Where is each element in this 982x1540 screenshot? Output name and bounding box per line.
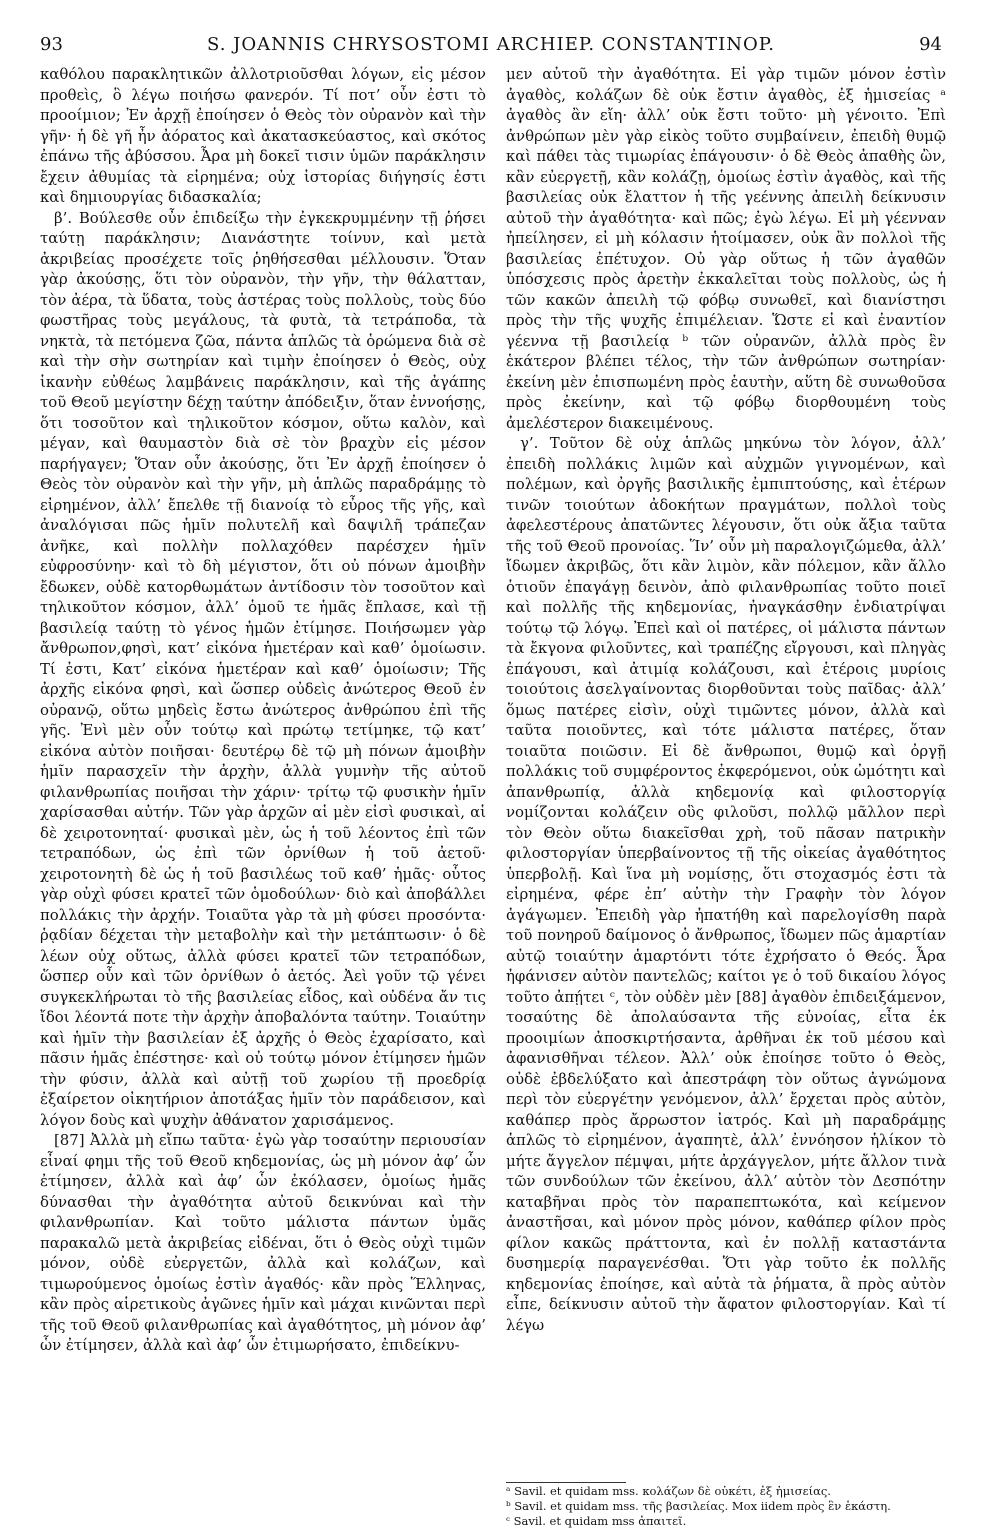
right-column — [506, 64, 946, 1335]
footnote-divider — [506, 1482, 626, 1483]
footnote: ᶜ Savil. et quidam mss ἀπαιτεῖ. — [506, 1514, 687, 1528]
page-number-left: 93 — [40, 34, 63, 55]
paragraph: γ’. Τοῦτον δὲ οὐχ ἁπλῶς μηκύνω τὸν λόγον, ἀλλ’ ἐπειδὴ πολλάκις λιμῶν καὶ αὐχμῶν γιγνομένων, καὶ πολέμων, καὶ ὀργῆς βασιλικῆς ἐμπιπτούσης, καὶ ἑτέρων τινῶν τοιούτων ἀδοκήτων πραγμάτων, πολλοὶ τοὺς ἀφελεστέρους ἀπατῶντες λέγουσιν, ὅτι οὐκ ἄξια ταῦτα τῆς τοῦ Θεοῦ προνοίας. Ἵν’ οὖν μὴ παραλογιζώμεθα, ἀλλ’ ἴδωμεν ἀκριβῶς, ὅτι κἂν λιμὸν, κἂν πόλεμον, κἂν ἄλλο ὁτιοῦν ἐπαγάγῃ δεινὸν, ἀπὸ φιλανθρωπίας τοῦτο ποιεῖ καὶ πολλῆς τῆς κηδεμονίας, ἠναγκάσθην ἐνδιατρίψαι τούτῳ τῷ λόγῳ. Ἐπεὶ καὶ οἱ πατέρες, οἱ μάλιστα πάντων τὰ ἔκγονα φιλοῦντες, καὶ τραπέζης εἴργουσι, καὶ πληγὰς ἐπάγουσι, καὶ ἀτιμίᾳ κολάζουσι, καὶ ἑτέροις μυρίοις τοιούτοις ἀσελγαίνοντας διορθοῦνται τοὺς παῖδας· ἀλλ’ ὅμως πατέρες εἰσὶν, οὐχὶ τιμῶντες μόνον, ἀλλὰ καὶ ταῦτα ποιοῦντες, καὶ τότε μάλιστα πατέρες, ὅταν τοιαῦτα ποιῶσιν. Εἰ δὲ ἄνθρωποι, θυμῷ καὶ ὀργῇ πολλάκις τοῦ συμφέροντος ἐκφερόμενοι, οὐκ ὠμότητι καὶ ἀπανθρωπίᾳ, ἀλλὰ κηδεμονίᾳ καὶ φιλοστοργίᾳ νομίζονται κολάζειν οὓς φιλοῦσι, πολλῷ μᾶλλον περὶ τὸν Θεὸν οὕτω διακεῖσθαι χρὴ, τοῦ πᾶσαν πατρικὴν φιλοστοργίαν ὑπερβαίνοντος τῇ τῆς οἰκείας ἀγαθότητος ὑπερβολῇ. Καὶ ἵνα μὴ νομίσῃς, ὅτι στοχασμός ἐστι τὰ εἰρημένα, φέρε ἐπ’ αὐτὴν τὴν Γραφὴν τὸν λόγον ἀγάγωμεν. Ἐπειδὴ γὰρ ἠπατήθη καὶ παρελογίσθη παρὰ τοῦ πονηροῦ δαίμονος ὁ ἄνθρωπος, ἴδωμεν πῶς ἁμαρτίαν αὐτῷ τοιαύτην ἁμαρτόντι τότε ἐχρήσατο ὁ Θεός. Ἆρα ἠφάνισεν αὐτὸν παντελῶς; καίτοι γε ὁ τοῦ δικαίου λόγος τοῦτο ἀπῄτει ᶜ, τὸν οὐδὲν μὲν [88] ἀγαθὸν ἐπιδειξάμενον, τοσαύτης δὲ ἀπολαύσαντα τῆς εὐνοίας, εἶτα ἐκ προοιμίων ἀποσκιρτήσαντα, ἀρθῆναι ἐκ τοῦ μέσου καὶ ἀφανισθῆναι τέλεον. Ἀλλ’ οὐκ ἐποίησε τοῦτο ὁ Θεὸς, οὐδὲ ἐβδελύξατο καὶ ἀπεστράφη τὸν οὕτως ἀγνώμονα περὶ τὸν εὐεργέτην γενόμενον, ἀλλ’ ἔρχεται πρὸς αὐτὸν, καθάπερ πρὸς ἄρρωστον ἰατρός. Καὶ μὴ παραδράμῃς ἁπλῶς τὸ εἰρημένον, ἀγαπητὲ, ἀλλ’ ἐννόησον ἡλίκον τὸ μήτε ἄγγελον πέμψαι, μήτε ἀρχάγγελον, μήτε ἄλλον τινὰ τῶν συνδούλων τῶν ἐκείνου, ἀλλ’ αὐτὸν τὸν Δεσπότην καταβῆναι πρὸς τὸν παραπεπτωκότα, καὶ κείμενον ἀναστῆσαι, καὶ μόνον πρὸς μόνον, καθάπερ φίλον πρὸς φίλον κακῶς πράττοντα, καὶ ἐν πολλῇ καταστάντα δυσημερίᾳ παραγενέσθαι. Ὅτι γὰρ τοῦτο ἐκ πολλῆς κηδεμονίας ἐποίησε, καὶ αὐτὰ τὰ ῥήματα, ἃ πρὸς αὐτὸν εἶπε, δείκνυσιν αὐτοῦ τὴν ἄφατον φιλοστοργίαν. Καὶ τί λέγω — [506, 434, 946, 1334]
page-number-right: 94 — [919, 34, 942, 55]
footnote: ᵃ Savil. et quidam mss. κολάζων δὲ οὐκέτι, ἐξ ἡμισείας. — [506, 1484, 831, 1498]
paragraph: καθόλου παρακλητικῶν ἀλλοτριοῦσθαι λόγων, εἰς μέσον προθεὶς, ὃ λέγω ποιήσω φανερόν. Τί ποτ’ οὖν ἐστι τὸ προοίμιον; Ἐν ἀρχῇ ἐποίησεν ὁ Θεὸς τὸν οὐρανὸν καὶ τὴν γῆν· ἡ δὲ γῆ ἦν ἀόρατος καὶ ἀκατασκεύαστος, καὶ σκότος ἐπάνω τῆς ἀβύσσου. Ἆρα μὴ δοκεῖ τισιν ὑμῶν παράκλησιν ἔχειν ἀθυμίας τὰ εἰρημένα; οὐχ ἱστορίας διήγησίς ἐστι καὶ δημιουργίας διδασκαλία; — [40, 65, 486, 206]
paragraph: μεν αὐτοῦ τὴν ἀγαθότητα. Εἰ γὰρ τιμῶν μόνον ἐστὶν ἀγαθὸς, κολάζων δὲ οὐκ ἔστιν ἀγαθὸς, ἐξ ἡμισείας ᵃ ἀγαθὸς ἂν εἴη· ἀλλ’ οὐκ ἔστι τοῦτο· μὴ γένοιτο. Ἐπὶ ἀνθρώπων μὲν γὰρ εἰκὸς τοῦτο συμβαίνειν, ἐπειδὴ θυμῷ καὶ πάθει τὰς τιμωρίας ἐπάγουσιν· ὁ δὲ Θεὸς ἀπαθὴς ὢν, κἂν εὐεργετῇ, κἂν κολάζῃ, ὁμοίως ἐστὶν ἀγαθὸς, καὶ τῆς βασιλείας οὐκ ἔλαττον ἡ τῆς γεέννης ἀπειλὴ δείκνυσιν αὐτοῦ τὴν ἀγαθότητα· καὶ πῶς; ἐγὼ λέγω. Εἰ μὴ γέενναν ἠπείλησεν, εἰ μὴ κόλασιν ἡτοίμασεν, οὐκ ἂν πολλοὶ τῆς βασιλείας ἐπέτυχον. Οὐ γὰρ οὕτως ἡ τῶν ἀγαθῶν ὑπόσχεσις πρὸς ἀρετὴν ἐκκαλεῖται τοὺς πολλοὺς, ὡς ἡ τῶν κακῶν ἀπειλὴ τῷ φόβῳ συνωθεῖ, καὶ διανίστησι πρὸς τὴν τῆς ψυχῆς ἐπιμέλειαν. Ὥστε εἰ καὶ ἐναντίον γέεννα τῇ βασιλείᾳ ᵇ τῶν οὐρανῶν, ἀλλὰ πρὸς ἓν ἑκάτερον βλέπει τέλος, τὴν τῶν ἀνθρώπων σωτηρίαν· ἐκείνη μὲν ἐπισπωμένη πρὸς ἑαυτὴν, αὕτη δὲ συνωθοῦσα πρὸς ἐκείνην, καὶ τῷ φόβῳ διορθουμένη τοὺς ἀμελέστερον διακειμένους. — [506, 65, 946, 432]
left-column — [40, 64, 486, 1356]
paragraph: [87] Ἀλλὰ μὴ εἴπω ταῦτα· ἐγὼ γὰρ τοσαύτην περιουσίαν εἶναί φημι τῆς τοῦ Θεοῦ κηδεμονίας, ὡς μὴ μόνον ἀφ’ ὧν ἐτίμησεν, ἀλλὰ καὶ ἀφ’ ὧν ἐκόλασεν, ὁμοίως ἡμᾶς δύνασθαι τὴν ἀγαθότητα αὐτοῦ δεικνύναι καὶ τὴν φιλανθρωπίαν. Καὶ τοῦτο μάλιστα πάντων ὑμᾶς παρακαλῶ μετὰ ἀκριβείας εἰδέναι, ὅτι ὁ Θεὸς οὐχὶ τιμῶν μόνον, οὐδὲ εὐεργετῶν, ἀλλὰ καὶ κολάζων, καὶ τιμωρούμενος ὁμοίως ἐστὶν ἀγαθός· κἂν πρὸς Ἕλληνας, κἂν πρὸς αἱρετικοὺς ἀγῶνες ἡμῖν καὶ μάχαι κινῶνται περὶ τῆς τοῦ Θεοῦ φιλανθρωπίας καὶ ἀγαθότητος, μὴ μόνον ἀφ’ ὧν ἐτίμησεν, ἀλλὰ καὶ ἀφ’ ὧν ἐτιμωρήσατο, ἐπιδείκνυ- — [40, 1131, 486, 1354]
paragraph: β’. Βούλεσθε οὖν ἐπιδείξω τὴν ἐγκεκρυμμένην τῇ ῥήσει ταύτῃ παράκλησιν; Διανάστητε τοίνυν, καὶ μετὰ ἀκριβείας προσέχετε τοῖς ῥηθήσεσθαι μέλλουσιν. Ὅταν γὰρ ἀκούσῃς, ὅτι τὸν οὐρανὸν, τὴν γῆν, τὴν θάλατταν, τὸν ἀέρα, τὰ ὕδατα, τοὺς ἀστέρας τοὺς πολλοὺς, τοὺς δύο φωστῆρας τοὺς μεγάλους, τὰ φυτὰ, τὰ τετράποδα, τὰ νηκτὰ, τὰ πετόμενα ζῶα, πάντα ἁπλῶς τὰ ὁρώμενα διὰ σὲ καὶ τὴν σὴν σωτηρίαν καὶ τιμὴν ἐποίησεν ὁ Θεὸς, οὐχ ἱκανὴν εὐθέως λαμβάνεις παράκλησιν, καὶ τῆς ἀγάπης τοῦ Θεοῦ μεγίστην δέχῃ ταύτην ἀπόδειξιν, ὅταν ἐννοήσῃς, ὅτι τοσοῦτον καὶ τηλικοῦτον κόσμον, οὕτω καλὸν, καὶ μέγαν, καὶ θαυμαστὸν διὰ σὲ τὸν βραχὺν εἰς μέσον παρήγαγεν; Ὅταν οὖν ἀκούσῃς, ὅτι Ἐν ἀρχῇ ἐποίησεν ὁ Θεὸς τὸν οὐρανὸν καὶ τὴν γῆν, μὴ ἁπλῶς παραδράμῃς τὸ εἰρημένον, ἀλλ’ ἔπελθε τῇ διανοίᾳ τὸ εὖρος τῆς γῆς, καὶ ἀναλόγισαι πῶς ἡμῖν πολυτελῆ καὶ δαψιλῆ τράπεζαν ἀνῆκε, καὶ πολλὴν πολλαχόθεν παρέσχεν ἡμῖν εὐφροσύνην· καὶ τὸ δὴ μέγιστον, ὅτι οὐ πόνων ἀμοιβὴν ἔδωκεν, οὐδὲ κατορθωμάτων ἀντίδοσιν τὸν τοσοῦτον καὶ τηλικοῦτον κόσμον, ἀλλ’ ὁμοῦ τε ἡμᾶς ἔπλασε, καὶ τῇ βασιλείᾳ ταύτῃ τὸ γένος ἡμῶν ἐτίμησε. Ποιήσωμεν γὰρ ἄνθρωπον,φησὶ, κατ’ εἰκόνα ἡμετέραν καὶ καθ’ ὁμοίωσιν. Τί ἐστι, Κατ’ εἰκόνα ἡμετέραν καὶ καθ’ ὁμοίωσιν; Τῆς ἀρχῆς εἰκόνα φησὶ, καὶ ὥσπερ οὐδεὶς ἀνώτερος Θεοῦ ἐν οὐρανῷ, οὕτω μηδεὶς ἔστω ἀνώτερος ἀνθρώπου ἐπὶ τῆς γῆς. Ἐνὶ μὲν οὖν τούτῳ καὶ πρώτῳ τετίμηκε, τῷ κατ’ εἰκόνα αὐτὸν ποιῆσαι· δευτέρῳ δὲ τῷ μὴ πόνων ἀμοιβὴν ἡμῖν παρασχεῖν τὴν ἀρχὴν, ἀλλὰ γυμνὴν τῆς αὐτοῦ φιλανθρωπίας ποιῆσαι τὴν χάριν· τρίτῳ τῷ φυσικὴν ἡμῖν χαρίσασθαι αὐτήν. Τῶν γὰρ ἀρχῶν αἱ μὲν εἰσὶ φυσικαὶ, αἱ δὲ χειροτονηταί· φυσικαὶ μὲν, ὡς ἡ τοῦ λέοντος ἐπὶ τῶν τετραπόδων, ὡς ἐπὶ τῶν ὀρνίθων ἡ τοῦ ἀετοῦ· χειροτονητὴ δὲ ὡς ἡ τοῦ βασιλέως τοῦ καθ’ ἡμᾶς· οὗτος γὰρ οὐχὶ φύσει κρατεῖ τῶν ὁμοδούλων· διὸ καὶ ἀποβάλλει πολλάκις τὴν ἀρχήν. Τοιαῦτα γὰρ τὰ μὴ φύσει προσόντα· ῥᾳδίαν δέχεται τὴν μεταβολὴν καὶ τὴν μετάπτωσιν· ὁ δὲ λέων οὐχ οὕτως, ἀλλὰ φύσει κρατεῖ τῶν τετραπόδων, ὥσπερ οὖν καὶ τῶν ὀρνίθων ὁ ἀετός. Ἀεὶ γοῦν τῷ γένει συγκεκλήρωται τὸ τῆς βασιλείας εἶδος, καὶ οὐδένα ἄν τις ἴδοι λέοντά ποτε τὴν ἀρχὴν ἀποβαλόντα ταύτην. Τοιαύτην καὶ ἡμῖν τὴν βασιλείαν ἐξ ἀρχῆς ὁ Θεὸς ἐχαρίσατο, καὶ πᾶσιν ἡμᾶς ἐπέστησε· καὶ οὐ τούτῳ μόνον ἐτίμησεν ἡμῶν τὴν φύσιν, ἀλλὰ καὶ αὐτῇ τοῦ χωρίου τῇ προεδρίᾳ ἐξαίρετον οἰκητήριον ἀποτάξας ἡμῖν τὸν παράδεισον, καὶ λόγον δοὺς καὶ ψυχὴν ἀθάνατον χαρισάμενος. — [40, 208, 486, 1129]
running-title: S. JOANNIS CHRYSOSTOMI ARCHIEP. CONSTANTINOP. — [207, 34, 775, 55]
footnote: ᵇ Savil. et quidam mss. τῆς βασιλείας. Mox iidem πρὸς ἓν ἑκάστη. — [506, 1499, 891, 1513]
footnotes — [506, 1484, 946, 1529]
